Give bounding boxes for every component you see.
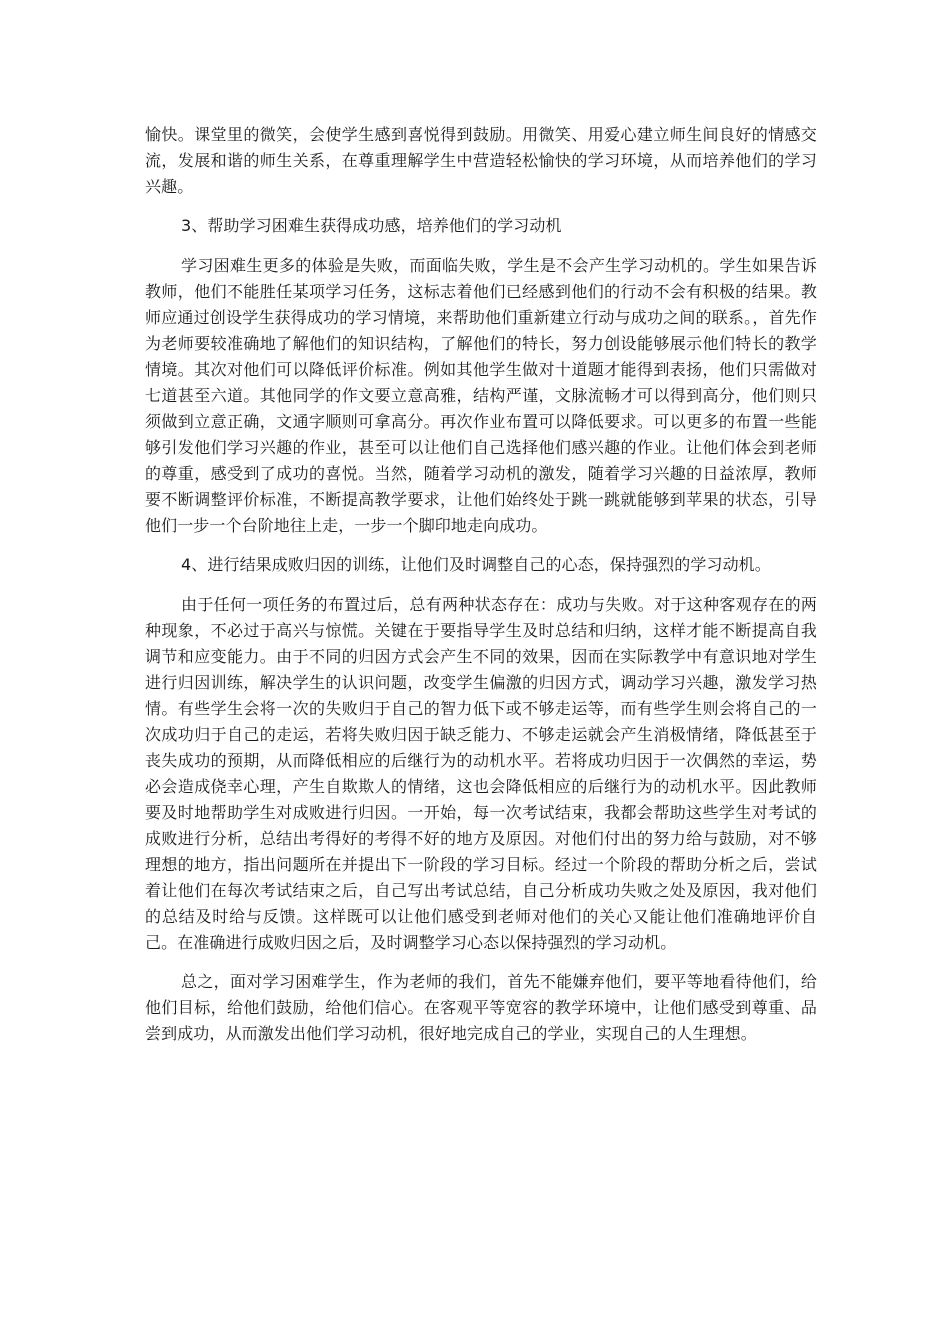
document-body <box>145 122 817 1060</box>
section-heading-4: 4、进行结果成败归因的训练，让他们及时调整自己的心态，保持强烈的学习动机。 <box>181 555 771 574</box>
section-heading-3: 3、帮助学习困难生获得成功感，培养他们的学习动机 <box>181 216 562 235</box>
paragraph-section-4: 由于任何一项任务的布置过后，总有两种状态存在：成功与失败。对于这种客观存在的两种现象，不必过于高兴与惊慌。关键在于要指导学生及时总结和归纳，这样才能不断提高自我调节和应变能力。由于不同的归因方式会产生不同的效果，因而在实际教学中有意识地对学生进行归因训练，解决学生的认识问题，改变学生偏激的归因方式，调动学习兴趣，激发学习热情。有些学生会将一次的失败归于自己的智力低下或不够走运等，而有些学生则会将自己的一次成功归于自己的走运，若将失败归因于缺乏能力、不够走运就会产生消极情绪，降低甚至于丧失成功的预期，从而降低相应的后继行为的动机水平。若将成功归因于一次偶然的幸运，势必会造成侥幸心理，产生自欺欺人的情绪，这也会降低相应的后继行为的动机水平。因此教师要及时地帮助学生对成败进行归因。一开始，每一次考试结束，我都会帮助这些学生对考试的成败进行分析，总结出考得好的考得不好的地方及原因。对他们付出的努力给与鼓励，对不够理想的地方，指出问题所在并提出下一阶段的学习目标。经过一个阶段的帮助分析之后，尝试着让他们在每次考试结束之后，自己写出考试总结，自己分析成功失败之处及原因，我对他们的总结及时给与反馈。这样既可以让他们感受到老师对他们的关心又能让他们准确地评价自己。在准确进行成败归因之后，及时调整学习心态以保持强烈的学习动机。 <box>145 595 817 952</box>
paragraph-continued: 愉快。课堂里的微笑，会使学生感到喜悦得到鼓励。用微笑、用爱心建立师生间良好的情感交流，发展和谐的师生关系，在尊重理解学生中营造轻松愉快的学习环境，从而培养他们的学习兴趣。 <box>145 125 817 196</box>
paragraph-conclusion: 总之，面对学习困难学生，作为老师的我们，首先不能嫌弃他们，要平等地看待他们，给他们目标，给他们鼓励，给他们信心。在客观平等宽容的教学环境中，让他们感受到尊重、品尝到成功，从而激发出他们学习动机，很好地完成自己的学业，实现自己的人生理想。 <box>145 972 817 1043</box>
paragraph-section-3: 学习困难生更多的体验是失败，而面临失败，学生是不会产生学习动机的。学生如果告诉教师，他们不能胜任某项学习任务，这标志着他们已经感到他们的行动不会有积极的结果。教师应通过创设学生获得成功的学习情境，来帮助他们重新建立行动与成功之间的联系。，首先作为老师要较准确地了解他们的知识结构，了解他们的特长，努力创设能够展示他们特长的教学情境。其次对他们可以降低评价标准。例如其他学生做对十道题才能得到表扬，他们只需做对七道甚至六道。其他同学的作文要立意高雅，结构严谨，文脉流畅才可以得到高分，他们则只须做到立意正确，文通字顺则可拿高分。再次作业布置可以降低要求。可以更多的布置一些能够引发他们学习兴趣的作业，甚至可以让他们自己选择他们感兴趣的作业。让他们体会到老师的尊重，感受到了成功的喜悦。当然，随着学习动机的激发，随着学习兴趣的日益浓厚，教师要不断调整评价标准，不断提高教学要求，让他们始终处于跳一跳就能够到苹果的状态，引导他们一步一个台阶地往上走，一步一个脚印地走向成功。 <box>145 256 817 535</box>
